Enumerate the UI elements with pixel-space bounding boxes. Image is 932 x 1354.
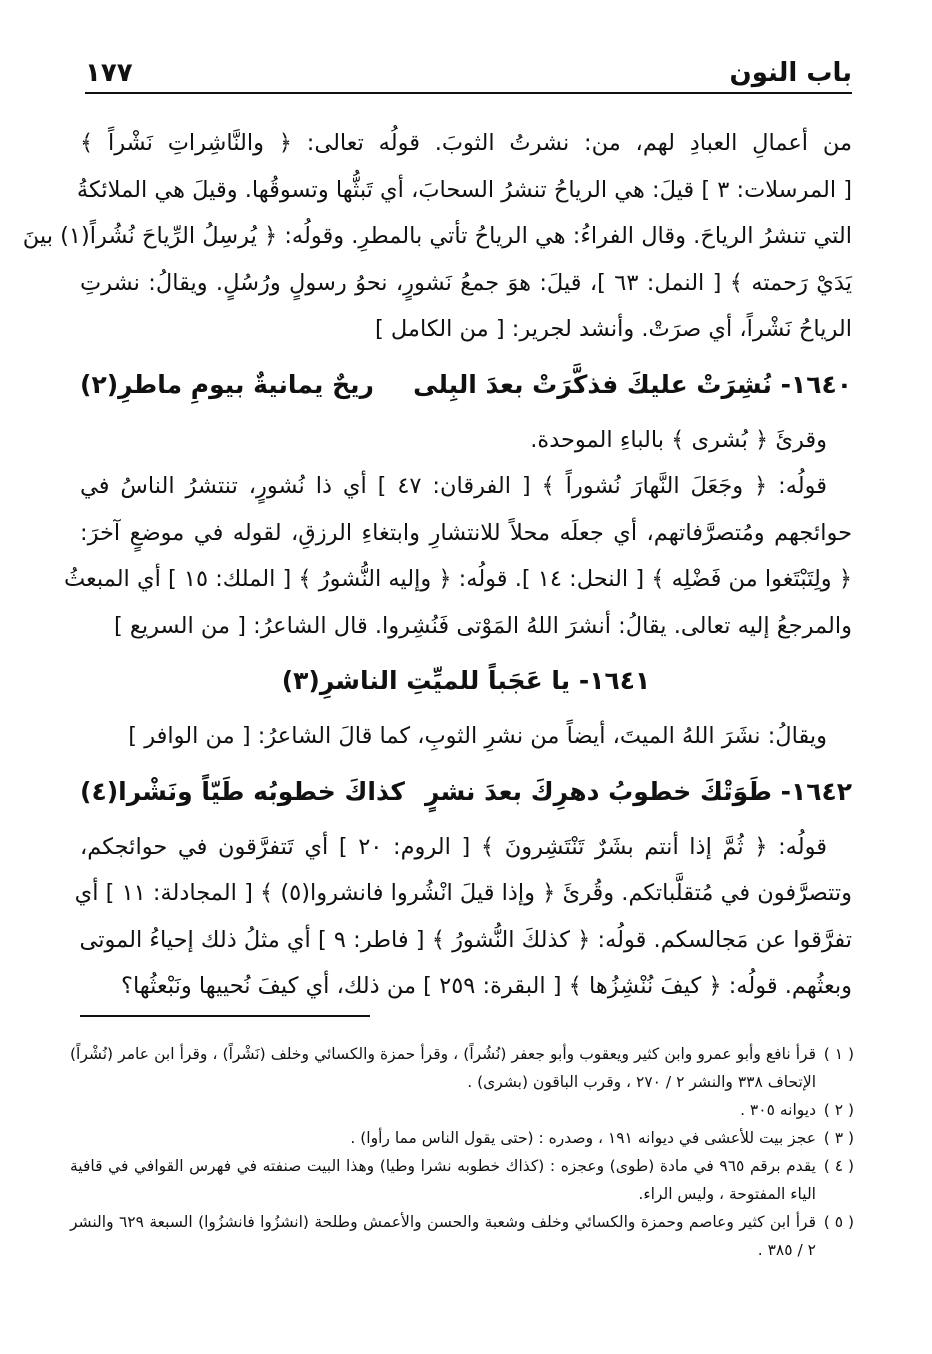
text-line: حوائجهم ومُتصرَّفاتهم، أي جعلَه محلاً للانتشارِ وابتغاءِ الرزقِ، لقوله في موضعٍ آخرَ: <box>80 519 852 546</box>
text-line: وقرئَ ﴿ بُشرى ﴾ بالباءِ الموحدة. <box>530 426 827 453</box>
text-line: ﴿ ولِتَبْتَغوا من فَضْلِه ﴾ [ النحل: ١٤ ]. قولُه: ﴿ وإليه النُّشورُ ﴾ [ الملك: ١٥ ] أي المبعثُ <box>63 566 852 592</box>
text-line: ويقالُ: نشَرَ اللهُ الميتَ، أيضاً من نشرِ الثوبِ، كما قالَ الشاعرُ: [ من الوافر ] <box>128 723 827 749</box>
verse-hemistich-2: كذاكَ خطوبُه طَيّاً ونَشْرا(٤) <box>80 776 405 806</box>
chapter-title: باب النون <box>729 58 852 88</box>
footnote-number: ( ٥ ) <box>823 1213 854 1231</box>
footnote-text: عجز بيت للأعشى في ديوانه ١٩١ ، وصدره : (حتى يقول الناس مما رأوا) . <box>350 1129 816 1147</box>
footnote <box>70 1152 854 1208</box>
header-rule <box>85 92 852 94</box>
poetry-verse-1642 <box>80 760 852 824</box>
poetry-verse-1640 <box>80 353 852 417</box>
footnote <box>70 1124 854 1152</box>
verse-hemistich-1: ١٦٤٢- طَوَتْكَ خطوبُ دهرِكَ بعدَ نشرٍ <box>425 776 852 806</box>
text-line: تفرَّقوا عن مَجالسكم. قولُه: ﴿ كذلكَ النُّشورُ ﴾ [ فاطر: ٩ ] أي مثلُ ذلك إحياءُ الموتى <box>79 926 852 953</box>
footnote-number: ( ٤ ) <box>823 1157 854 1175</box>
footnote-number: ( ٣ ) <box>823 1129 854 1147</box>
footnote-separator <box>80 1015 370 1017</box>
verse-hemistich: ١٦٤١- يا عَجَباً للميِّتِ الناشرِ(٣) <box>281 666 651 695</box>
text-line: وتتصرَّفون في مُتقلَّباتكم. وقُرئَ ﴿ وإذا قيلَ انْشُروا فانشروا(٥) ﴾ [ المجادلة: ١١ ] أي <box>74 880 852 906</box>
text-line: قولُه: ﴿ وجَعَلَ النَّهارَ نُشوراً ﴾ [ الفرقان: ٤٧ ] أي ذا نُشورٍ، تنتشرُ الناسُ في <box>80 473 827 499</box>
footnote-text: يقدم برقم ٩٦٥ في مادة (طوى) وعجزه : (كذاك خطوبه نشرا وطيا) وهذا البيت صنفته في فهرس القوافي في قافية الياء المفتوحة ، وليس الراء. <box>70 1157 816 1203</box>
text-line: وبعثُهم. قولُه: ﴿ كيفَ نُنْشِزُها ﴾ [ البقرة: ٢٥٩ ] من ذلك، أي كيفَ نُحييها ونَبْعثُها؟ <box>121 973 852 999</box>
text-line: الرياحُ نَشْراً، أي صرَتْ. وأنشد لجرير: [ من الكامل ] <box>374 316 852 342</box>
text-line: من أعمالِ العبادِ لهم، من: نشرتُ الثوبَ. قولُه تعالى: ﴿ والنَّاشِراتِ نَشْراً ﴾ <box>80 130 852 156</box>
text-line: قولُه: ﴿ ثُمَّ إذا أنتم بشَرٌ تَنْتَشِرونَ ﴾ [ الروم: ٢٠ ] أي تَتفرَّقون في حوائجكم، <box>80 833 827 860</box>
text-line: التي تنشرُ الرياحَ. وقال الفراءُ: هي الرياحُ تأتي بالمطرِ. وقولُه: ﴿ يُرسِلُ الرِّياحَ نُشُراً(١) بينَ <box>22 223 852 249</box>
verse-hemistich-2: ريحٌ يمانيةٌ بيومِ ماطرِ(٢) <box>80 369 374 399</box>
page-number: ١٧٧ <box>85 58 133 88</box>
text-line: يَدَيْ رَحمته ﴾ [ النمل: ٦٣ ]، قيلَ: هوَ جمعُ نَشورٍ، نحوُ رسولٍ ورُسُلٍ. ويقالُ: نشرتِ <box>80 269 852 296</box>
footnote-number: ( ٢ ) <box>823 1101 854 1119</box>
footnote <box>70 1096 854 1124</box>
footnote-number: ( ١ ) <box>823 1045 854 1063</box>
footnotes <box>70 1040 854 1264</box>
verse-hemistich-1: ١٦٤٠- نُشِرَتْ عليكَ فذكَّرَتْ بعدَ البِلى <box>413 369 852 399</box>
footnote <box>70 1040 854 1096</box>
main-text <box>22 120 852 1010</box>
text-line: [ المرسلات: ٣ ] قيلَ: هي الرياحُ تنشرُ السحابَ، أي تَبثُّها وتسوقُها. وقيلَ هي الملائكةُ <box>76 176 852 203</box>
footnote-text: قرأ نافع وأبو عمرو وابن كثير ويعقوب وأبو جعفر (نُشُراً) ، وقرأ حمزة والكسائي وخلف (نَشْراً) ، وقرأ ابن عامر (نُشْراً) الإتحاف ٣٣٨ والنشر ٢ / ٢٧٠ ، وقرب الباقون (بشرى) . <box>70 1045 816 1091</box>
footnote-text: ديوانه ٣٠٥ . <box>740 1101 816 1119</box>
page-header <box>85 52 852 94</box>
footnote-text: قرأ ابن كثير وعاصم وحمزة والكسائي وخلف وشعبة والحسن والأعمش وطلحة (انشزُوا فانشزُوا) السبعة ٦٢٩ والنشر ٢ / ٣٨٥ . <box>70 1213 816 1259</box>
text-line: والمرجعُ إليه تعالى. يقالُ: أنشرَ اللهُ المَوْتى فَنُشِروا. قال الشاعرُ: [ من السريع ] <box>113 612 852 639</box>
footnote <box>70 1208 854 1264</box>
poetry-verse-1641 <box>80 649 852 713</box>
